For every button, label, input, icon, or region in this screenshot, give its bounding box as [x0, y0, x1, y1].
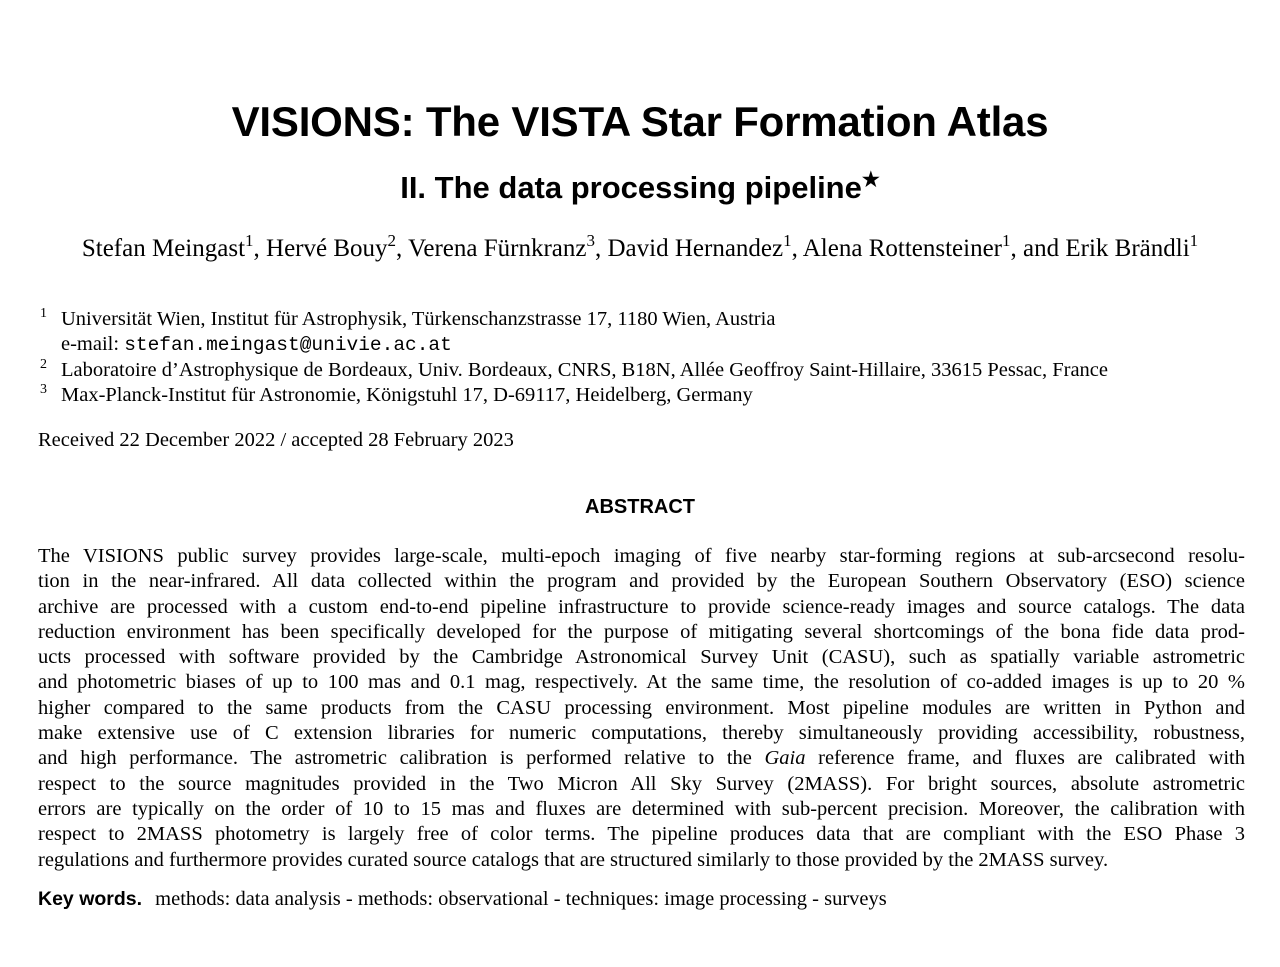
abstract-line: ucts processed with software provided by the Cambridge Astronomical Survey Unit (CASU), such as spatially variable astrometric — [38, 646, 1245, 669]
author: Hervé Bouy$^2$, — [266, 231, 409, 262]
abstract-line: regulations and furthermore provides curated source catalogs that are structured similarly to those provided by the 2MASS survey. — [38, 848, 1109, 871]
abstract-body — [38, 544, 1245, 873]
abstract-line: respect to the source magnitudes provided in the Two Micron All Sky Survey (2MASS). For bright sources, absolute astrometric — [38, 772, 1245, 795]
keywords-text: methods: data analysis - methods: observational - techniques: image processing - surveys — [155, 888, 887, 910]
affiliation-3 — [38, 383, 1258, 408]
abstract-line: respect to 2MASS photometry is largely free of color terms. The pipeline produces data that are compliant with the ESO Phase 3 — [38, 823, 1245, 846]
email-link[interactable]: stefan.meingast@univie.ac.at — [124, 334, 452, 356]
affiliation-number: 2 — [40, 357, 47, 372]
author: Erik Brändli$^1$ — [1065, 231, 1199, 262]
abstract-line: and photometric biases of up to 100 mas and 0.1 mag, respectively. At the same time, the resolution of co-added images is up to 20 % — [38, 671, 1245, 694]
author: Alena Rottensteiner$^1$, and — [802, 231, 1066, 262]
star-footnote-mark: ★ — [861, 169, 880, 191]
affiliation-text: Laboratoire d’Astrophysique de Bordeaux, Univ. Bordeaux, CNRS, B18N, Allée Geoffroy Saint-Hillaire, 33615 Pessac, France — [61, 359, 1108, 381]
author: Verena Fürnkranz$^3$, — [408, 231, 608, 262]
affiliation-number: 3 — [40, 382, 47, 397]
keywords-label: Key words. — [38, 888, 143, 910]
subtitle-text: II. The data processing pipeline — [400, 170, 862, 205]
paper-title: VISIONS: The VISTA Star Formation Atlas — [231, 98, 1049, 145]
affiliation-text: Universität Wien, Institut für Astrophysik, Türkenschanzstrasse 17, 1180 Wien, Austria — [61, 308, 776, 330]
affiliation-text: Max-Planck-Institut für Astronomie, Königstuhl 17, D-69117, Heidelberg, Germany — [61, 384, 753, 406]
keywords — [38, 886, 887, 912]
author: David Hernandez$^1$, — [607, 231, 803, 262]
abstract-line: and high performance. The astrometric calibration is performed relative to the Gaia reference frame, and fluxes are calibrated with — [38, 747, 1246, 770]
abstract-line: make extensive use of C extension libraries for numeric computations, thereby simultaneously providing accessibility, robustness, — [38, 722, 1245, 745]
affiliation-email — [38, 332, 1258, 358]
abstract-line: tion in the near-infrared. All data collected within the program and provided by the European Southern Observatory (ESO) science — [38, 570, 1245, 593]
received-dates: Received 22 December 2022 / accepted 28 February 2023 — [38, 429, 514, 451]
abstract-heading: ABSTRACT — [585, 496, 695, 518]
affiliation-2 — [38, 358, 1258, 383]
author: Stefan Meingast$^1$, — [81, 231, 267, 262]
email-prefix: e-mail: — [61, 333, 125, 355]
abstract-line: archive are processed with a custom end-to-end pipeline infrastructure to provide science-ready images and source catalogs. The data — [38, 595, 1245, 618]
abstract-line: errors are typically on the order of 10 to 15 mas and fluxes are determined with sub-percent precision. Moreover, the calibration with — [38, 797, 1245, 820]
abstract-line: reduction environment has been specifically developed for the purpose of mitigating several shortcomings of the bona fide data prod- — [38, 620, 1245, 643]
affiliation-number: 1 — [40, 306, 47, 321]
affiliations — [38, 307, 1258, 408]
affiliation-1 — [38, 307, 1258, 332]
paper-subtitle — [0, 168, 1280, 208]
author-list — [0, 232, 1280, 266]
abstract-line: The VISIONS public survey provides large-scale, multi-epoch imaging of five nearby star-forming regions at sub-arcsecond resolu- — [38, 545, 1245, 567]
abstract-line: higher compared to the same products from the CASU processing environment. Most pipeline modules are written in Python and — [38, 696, 1245, 719]
